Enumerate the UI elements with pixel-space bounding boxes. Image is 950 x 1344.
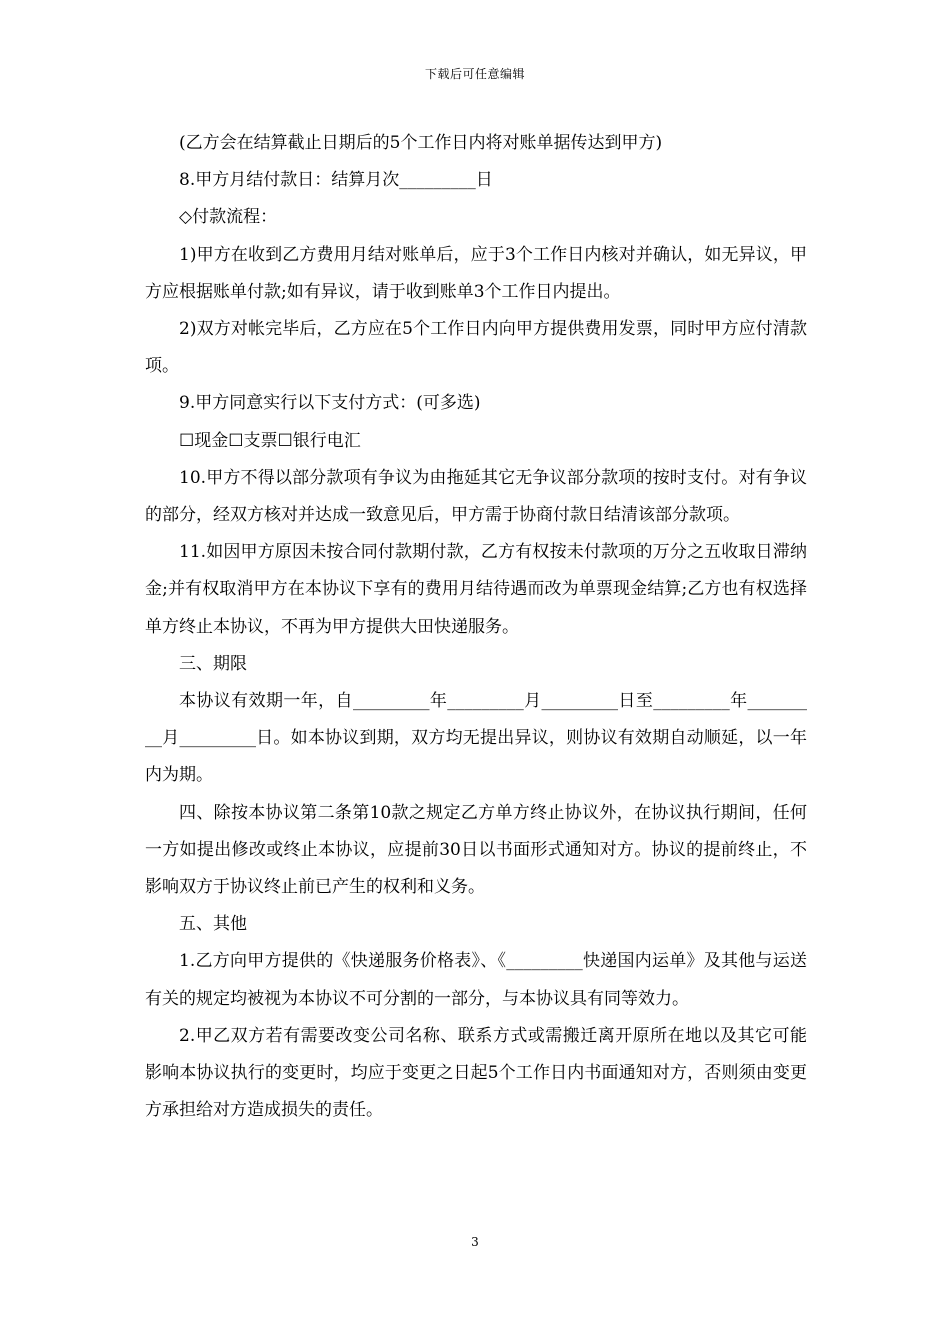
section-heading-other: 五、其他	[179, 914, 247, 935]
paragraph-clause-9: 9.甲方同意实行以下支付方式：(可多选)	[179, 393, 481, 414]
paragraph-statement-note: (乙方会在结算截止日期后的5个工作日内将对账单据传达到甲方)	[179, 133, 663, 153]
paragraph-payment-process-heading: ◇付款流程：	[179, 207, 278, 228]
paragraph-clause-8: 8.甲方月结付款日：结算月次_________日	[179, 170, 493, 191]
paragraph-other-1: 1.乙方向甲方提供的《快递服务价格表》、《_________快递国内运单》及其他与运送有关的规定均被视为本协议不可分割的一部分，与本协议具有同等效力。	[145, 951, 807, 1009]
paragraph-payment-step-2: 2)双方对帐完毕后，乙方应在5个工作日内向甲方提供费用发票，同时甲方应付清款项。	[145, 319, 807, 377]
page-header: 下载后可任意编辑	[424, 67, 525, 81]
paragraph-other-2: 2.甲乙双方若有需要改变公司名称、联系方式或需搬迁离开原所在地以及其它可能影响本协议执行的变更时，均应于变更之日起5个工作日内书面通知对方，否则须由变更方承担给对方造成损失的责任。	[145, 1025, 807, 1121]
paragraph-payment-methods: ☐现金☐支票☐银行电汇	[179, 430, 361, 451]
page-number: 3	[471, 1235, 479, 1249]
paragraph-clause-10: 10.甲方不得以部分款项有争议为由拖延其它无争议部分款项的按时支付。对有争议的部分，经双方核对并达成一致意见后，甲方需于协商付款日结清该部分款项。	[145, 467, 807, 526]
section-heading-termination: 四、除按本协议第二条第10款之规定乙方单方终止协议外，在协议执行期间，任何一方如提出修改或终止本协议，应提前30日以书面形式通知对方。协议的提前终止，不影响双方于协议终止前已产生的权利和义务。	[145, 802, 807, 898]
paragraph-term-validity: 本协议有效期一年，自_________年_________月_________日至_________年_________月_________日。如本协议到期，双方均无提出异议，则协议有效期自动顺延，以一年内为期。	[145, 691, 807, 786]
paragraph-clause-11: 11.如因甲方原因未按合同付款期付款，乙方有权按未付款项的万分之五收取日滞纳金;并有权取消甲方在本协议下享有的费用月结待遇而改为单票现金结算;乙方也有权选择单方终止本协议，不再为甲方提供大田快递服务。	[145, 542, 807, 637]
document-body	[145, 125, 807, 1129]
paragraph-payment-step-1: 1)甲方在收到乙方费用月结对账单后，应于3个工作日内核对并确认，如无异议，甲方应根据账单付款;如有异议，请于收到账单3个工作日内提出。	[145, 244, 807, 302]
section-heading-term: 三、期限	[179, 653, 247, 674]
